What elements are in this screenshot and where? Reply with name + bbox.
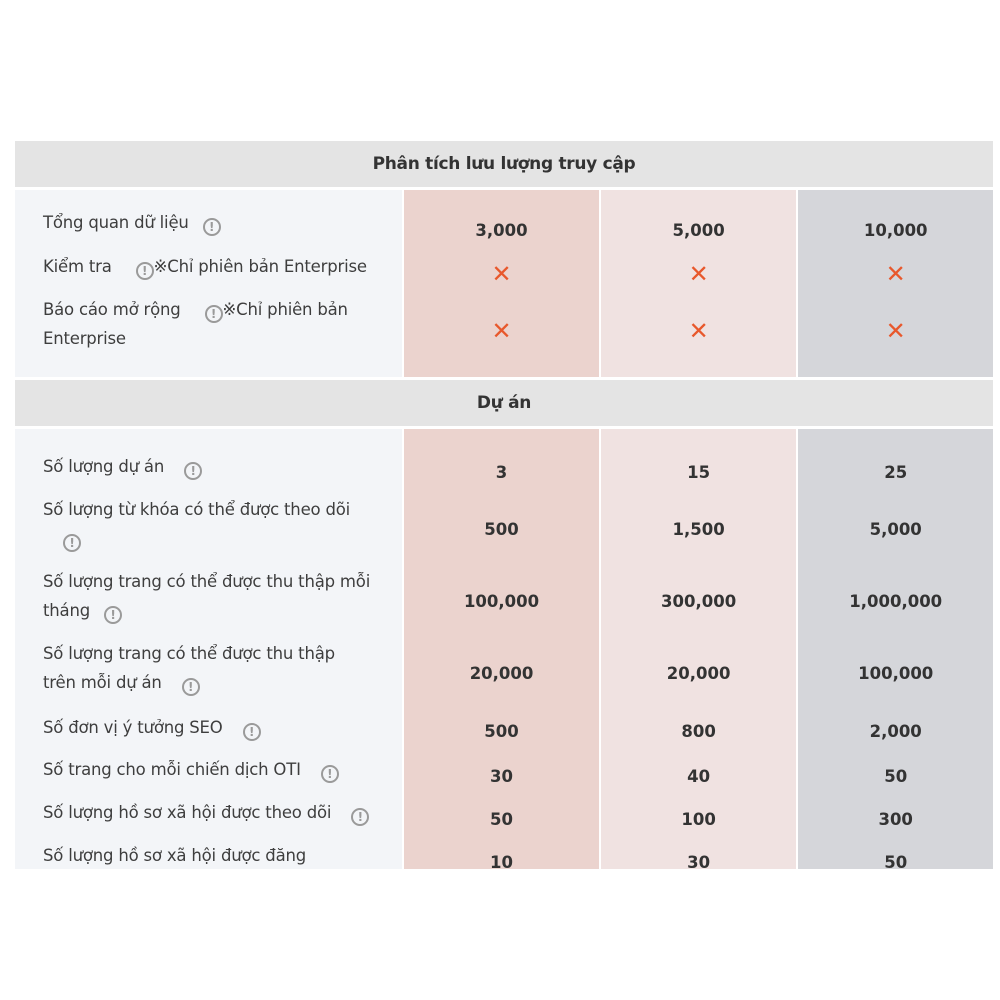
cross-icon: ✕ [885,317,906,345]
cross-icon: ✕ [688,317,709,345]
value-cell: 20,000 [666,663,731,683]
value-cell: 800 [681,721,716,741]
feature-row-label: Số lượng hồ sơ xã hội được đăng [43,846,307,865]
value-cell: 25 [884,462,908,482]
value-cell: 5,000 [672,220,725,240]
feature-row-label: Số lượng dự án ! [43,449,402,495]
feature-row-label: Số lượng hồ sơ xã hội được theo dõi ! [43,798,402,841]
enterprise-only-note: ※Chỉ phiên bản Enterprise [153,257,367,276]
info-icon[interactable]: ! [104,606,122,624]
section-title: Dự án [476,393,532,413]
info-icon[interactable]: ! [182,678,200,696]
value-cell [798,252,993,295]
info-icon[interactable]: ! [203,218,221,236]
value-cell: 50 [884,853,908,872]
info-icon[interactable]: ! [351,808,369,826]
value-cell: 30 [490,767,514,786]
plan-1-column [404,190,599,377]
feature-label-column [15,190,402,377]
feature-row-label: Số đơn vị ý tưởng SEO ! [43,707,402,755]
value-cell: 15 [687,462,711,482]
feature-row-label: Số lượng từ khóa có thể được theo dõi ! [43,500,351,550]
cross-icon: ✕ [885,259,906,288]
value-cell [404,252,599,295]
value-cell: 500 [484,721,519,741]
section-body-projects [15,429,993,872]
feature-row-label: Kiểm tra ! ※Chỉ phiên bản Enterprise [43,257,367,278]
value-cell [404,295,599,367]
value-cell: 50 [884,767,908,786]
enterprise-only-note: ※Chỉ phiên bản [222,300,348,319]
value-cell: 100,000 [858,663,934,683]
plan-1-column [404,429,599,872]
value-cell [601,252,797,295]
value-cell: 10,000 [863,220,928,240]
value-cell: 3,000 [475,220,528,240]
value-cell: 3 [495,462,508,482]
value-cell: 30 [687,853,711,872]
info-icon[interactable]: ! [205,305,223,323]
value-cell: 1,000,000 [849,591,943,611]
feature-label-column [15,429,402,869]
plan-2-column [601,429,797,872]
feature-row-label: Số lượng trang có thể được thu thập trên mỗi dự án ! [43,644,335,694]
value-cell: 20,000 [469,663,534,683]
value-cell: 1,500 [672,519,725,539]
value-cell: 300 [878,810,913,829]
cross-icon: ✕ [491,259,512,288]
info-icon[interactable]: ! [184,462,202,480]
plan-3-column [798,190,993,377]
cross-icon: ✕ [491,317,512,345]
cross-icon: ✕ [688,259,709,288]
value-cell: 50 [490,810,514,829]
section-header-traffic-analysis [15,141,993,187]
feature-row-label: Số trang cho mỗi chiến dịch OTI ! [43,755,402,798]
section-body-traffic-analysis [15,190,993,377]
info-icon[interactable]: ! [243,723,261,741]
plan-3-column [798,429,993,872]
value-cell: 40 [687,767,711,786]
info-icon[interactable]: ! [63,534,81,552]
plan-2-column [601,190,797,377]
info-icon[interactable]: ! [136,262,154,280]
value-cell: 5,000 [869,519,922,539]
value-cell: 10 [490,853,514,872]
value-cell [601,295,797,367]
value-cell: 100 [681,810,716,829]
section-title: Phân tích lưu lượng truy cập [372,154,636,174]
section-header-projects [15,380,993,426]
value-cell: 2,000 [869,721,922,741]
value-cell: 100,000 [463,591,540,611]
value-cell: 500 [484,519,519,539]
plan-comparison-table [15,141,993,872]
feature-row-label: Tổng quan dữ liệu ! [43,208,402,252]
value-cell: 300,000 [661,591,737,611]
info-icon[interactable]: ! [321,765,339,783]
feature-row-label: Số lượng trang có thể được thu thập mỗi tháng ! [43,572,371,622]
feature-row-label: Báo cáo mở rộng ! ※Chỉ phiên bản Enterprise [43,300,348,348]
value-cell [798,295,993,367]
